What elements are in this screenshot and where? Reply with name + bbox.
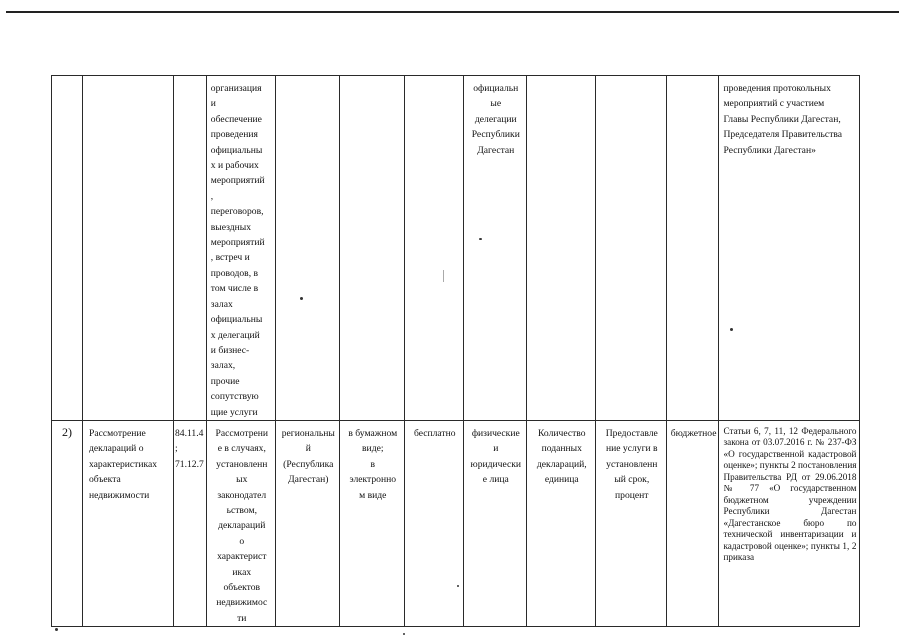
row2-col-indicator <box>526 420 595 626</box>
service-level: региональны й (Республика Дагестан) <box>281 427 335 486</box>
scan-speck <box>443 270 444 282</box>
row1-col-funding <box>666 76 719 421</box>
row1-col-indicator <box>526 76 595 421</box>
okved-codes: 84.11.4 ; 71.12.7 <box>175 427 204 470</box>
table-row <box>52 420 860 626</box>
row-number: 2) <box>62 424 72 439</box>
quality-indicator: Предоставле ние услуги в установленн ый срок, процент <box>605 427 658 501</box>
row2-col-quality <box>595 420 666 626</box>
row1-col-codes <box>174 76 207 421</box>
legal-basis: Статьи 6, 7, 11, 12 Федерального закона от 03.07.2016 г. № 237-ФЗ «О государственной кадастровой оценке»; пункты 2 постановления Правительства РД от 29.06.2018 № 77 «О государственном бюджетном учреждении Республики Дагестан «Дагестанское бюро по технической инвентаризации и кадастровой оценке»; пункты 1, 2 приказа <box>723 425 857 563</box>
services-table <box>51 75 860 627</box>
service-recipients: физические и юридически е лица <box>470 427 522 486</box>
row1-col-recipients <box>463 76 526 421</box>
row1-col-payment <box>404 76 463 421</box>
scan-speck <box>403 633 405 635</box>
service-payment: бесплатно <box>413 427 456 439</box>
row2-col-form <box>339 420 404 626</box>
service-content: Рассмотрени е в случаях, установленн ых законодател ьством, деклараций о характерист иках объектов недвижимос ти <box>215 427 269 624</box>
scan-speck <box>479 238 482 240</box>
row2-col-codes <box>174 420 207 626</box>
row2-col-recipients <box>463 420 526 626</box>
service-name: Рассмотрение деклараций о характеристиках объекта недвижимости <box>89 427 158 501</box>
row2-col-funding <box>666 420 719 626</box>
row1-col-content <box>206 76 275 421</box>
scan-speck <box>300 297 303 300</box>
row2-col-payment <box>404 420 463 626</box>
row2-col-name <box>83 420 174 626</box>
row1-col-legal <box>719 76 860 421</box>
row1-col-quality <box>595 76 666 421</box>
row1-legal-text: проведения протокольных мероприятий с участием Главы Республики Дагестан, Председателя Правительства Республики Дагестан» <box>723 83 843 156</box>
row2-col-number <box>52 420 83 626</box>
row2-col-content <box>206 420 275 626</box>
row1-col-form <box>339 76 404 421</box>
row2-col-level <box>275 420 339 626</box>
scan-speck <box>55 628 58 631</box>
row1-recipients-text: официальн ые делегации Республики Дагестан <box>471 83 520 156</box>
volume-indicator: Количество поданных деклараций, единица <box>536 427 587 486</box>
row2-col-legal <box>719 420 860 626</box>
row1-col-number <box>52 76 83 421</box>
row1-col-name <box>83 76 174 421</box>
service-form: в бумажном виде; в электронно м виде <box>348 427 398 501</box>
row1-col-level <box>275 76 339 421</box>
funding-type: бюджетное <box>670 427 717 439</box>
scan-speck <box>730 328 733 331</box>
top-rule <box>6 11 899 13</box>
scan-speck <box>457 585 459 587</box>
row1-content-text: организация и обеспечение проведения официальны х и рабочих мероприятий , переговоров, выездных мероприятий , встреч и проводов, в том числе в залах официальны х делегаций и бизнес- залах, прочие сопутствую щие услуги <box>210 83 265 418</box>
table-row <box>52 76 860 421</box>
